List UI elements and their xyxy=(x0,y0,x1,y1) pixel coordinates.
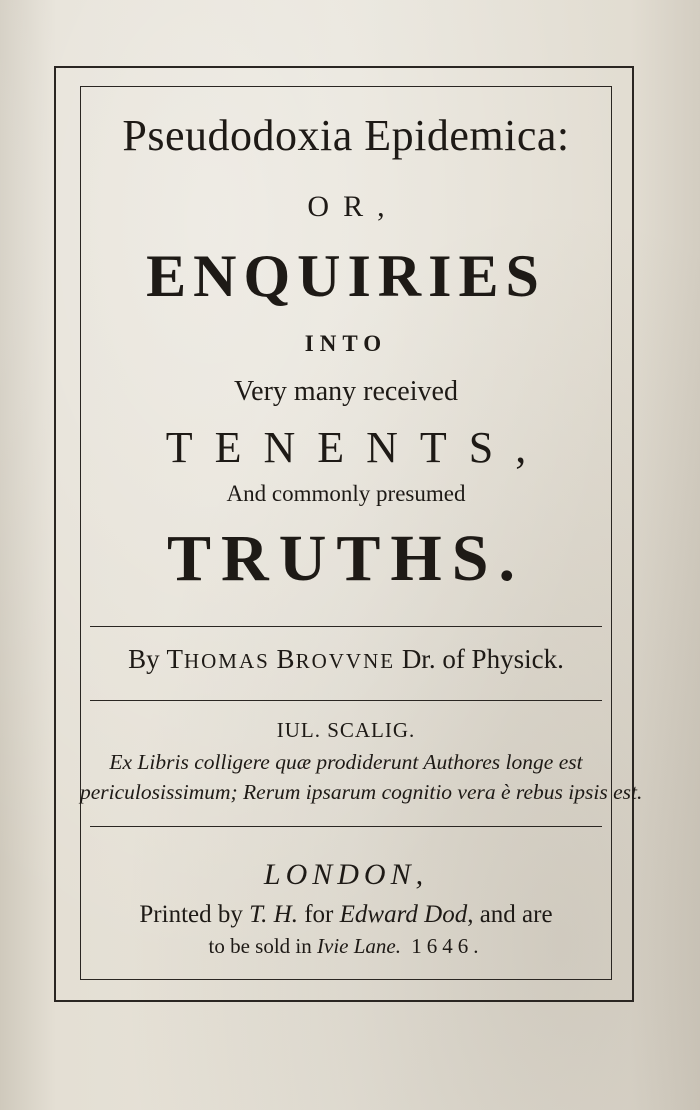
imprint-sold-prefix: to be sold in xyxy=(208,934,317,958)
author-first-initial: T xyxy=(166,644,184,674)
imprint-city: LONDON, xyxy=(263,858,429,891)
imprint-and-are: , and are xyxy=(467,901,553,928)
author-line xyxy=(80,646,612,673)
main-heading: ENQUIRIES xyxy=(146,243,546,309)
imprint-for: for xyxy=(297,901,340,928)
truths-heading: TRUTHS. xyxy=(167,522,525,595)
divider-rule xyxy=(90,826,602,827)
author-last-initial: B xyxy=(276,644,296,674)
into-line: INTO xyxy=(304,331,388,356)
imprint-printer: T. H. xyxy=(249,901,298,928)
very-many-received-line: Very many received xyxy=(234,376,458,407)
imprint-place: Ivie Lane. xyxy=(317,934,401,958)
epigraph-line-2: periculosissimum; Rerum ipsarum cognitio vera è rebus ipsis est. xyxy=(80,780,643,804)
commonly-presumed-line: And commonly presumed xyxy=(226,481,466,506)
imprint-printed-line xyxy=(80,902,612,927)
or-line: OR, xyxy=(307,190,399,223)
author-by: By xyxy=(128,644,167,674)
author-last-rest: ROVVNE xyxy=(295,649,396,673)
book-title: Pseudodoxia Epidemica: xyxy=(122,111,570,160)
divider-rule xyxy=(90,700,602,701)
tenents-heading: TENENTS, xyxy=(165,423,549,472)
imprint-year: 1646. xyxy=(400,934,484,958)
imprint-sold-line xyxy=(80,936,612,957)
author-suffix: Dr. of Physick. xyxy=(395,644,564,674)
epigraph-line-1: Ex Libris colligere quæ prodiderunt Authores longe est xyxy=(109,750,583,774)
divider-rule xyxy=(90,626,602,627)
author-first-rest: HOMAS xyxy=(183,649,270,673)
imprint-bookseller: Edward Dod xyxy=(339,901,468,928)
imprint-printed-by: Printed by xyxy=(139,901,250,928)
epigraph-source: IUL. SCALIG. xyxy=(276,718,416,742)
